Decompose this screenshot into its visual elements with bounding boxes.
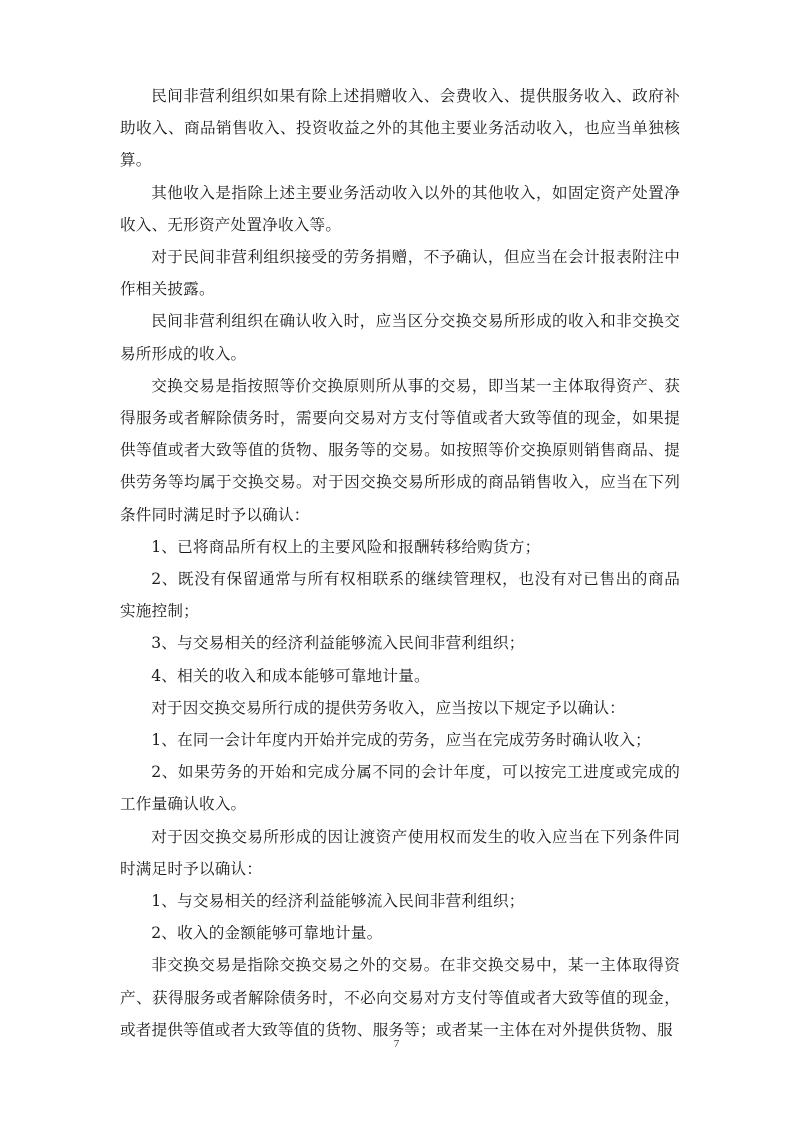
paragraph: 对于因交换交易所形成的因让渡资产使用权而发生的收入应当在下列条件同时满足时予以确认： xyxy=(120,827,680,878)
paragraph: 对于民间非营利组织接受的劳务捐赠，不予确认，但应当在会计报表附注中作相关披露。 xyxy=(120,248,680,299)
list-item: 2、收入的金额能够可靠地计量。 xyxy=(151,924,383,943)
list-item: 3、与交易相关的经济利益能够流入民间非营利组织； xyxy=(151,634,525,653)
list-item: 1、在同一会计年度内开始并完成的劳务，应当在完成劳务时确认收入； xyxy=(151,731,651,750)
list-item: 1、已将商品所有权上的主要风险和报酬转移给购货方； xyxy=(151,537,541,556)
page-number: 7 xyxy=(393,1038,400,1050)
paragraph: 民间非营利组织在确认收入时，应当区分交换交易所形成的收入和非交换交易所形成的收入。 xyxy=(120,312,680,363)
list-item: 1、与交易相关的经济利益能够流入民间非营利组织； xyxy=(151,892,525,911)
paragraph: 交换交易是指按照等价交换原则所从事的交易，即当某一主体取得资产、获得服务或者解除债务时，需要向交易对方支付等值或者大致等值的现金，如果提供等值或者大致等值的货物、服务等的交易。如按照等价交换原则销售商品、提供劳务等均属于交换交易。对于因交换交易所形成的商品销售收入，应当在下列条件同时满足时予以确认： xyxy=(120,376,680,524)
paragraph: 民间非营利组织如果有除上述捐赠收入、会费收入、提供服务收入、政府补助收入、商品销售收入、投资收益之外的其他主要业务活动收入，也应当单独核算。 xyxy=(120,87,680,170)
paragraph: 其他收入是指除上述主要业务活动收入以外的其他收入，如固定资产处置净收入、无形资产处置净收入等。 xyxy=(120,183,680,234)
paragraph: 非交换交易是指除交换交易之外的交易。在非交换交易中，某一主体取得资产、获得服务或者解除债务时，不必向交易对方支付等值或者大致等值的现金，或者提供等值或者大致等值的货物、服务等；或者某一主体在对外提供货物、服 xyxy=(120,956,680,1039)
list-item: 2、如果劳务的开始和完成分属不同的会计年度，可以按完工进度或完成的工作量确认收入。 xyxy=(120,763,680,814)
list-item: 4、相关的收入和成本能够可靠地计量。 xyxy=(151,666,430,685)
body-text xyxy=(120,80,680,1046)
list-item: 2、既没有保留通常与所有权相联系的继续管理权，也没有对已售出的商品实施控制； xyxy=(120,570,680,621)
paragraph: 对于因交换交易所行成的提供劳务收入，应当按以下规定予以确认： xyxy=(151,698,626,717)
